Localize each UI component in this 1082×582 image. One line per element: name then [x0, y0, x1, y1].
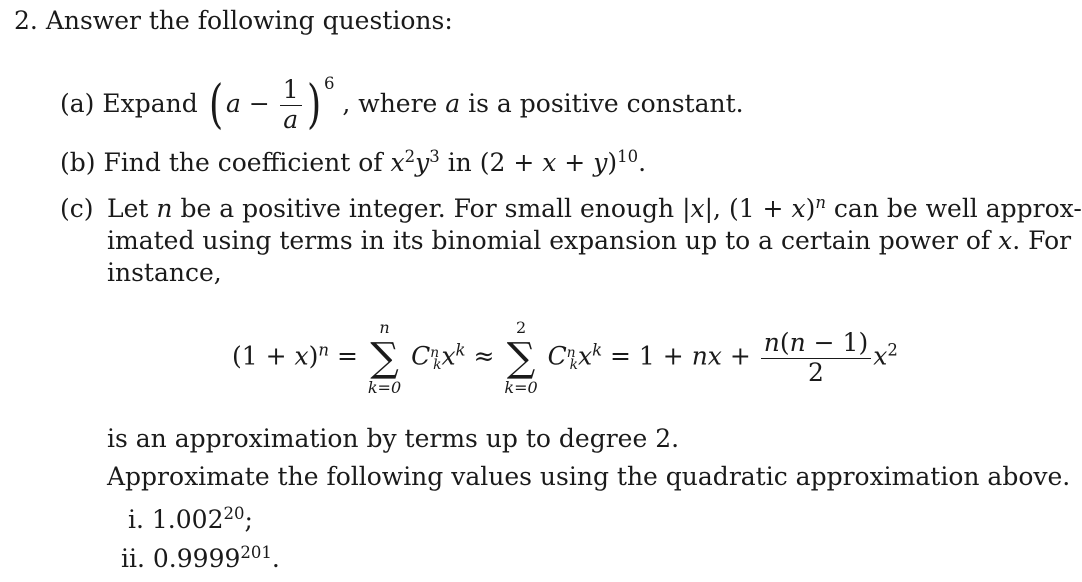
after-formula-text: is an approximation by terms up to degree 2. [107, 424, 680, 453]
part-c-label: (c) [60, 194, 94, 223]
part-b-label: (b) [60, 148, 96, 177]
instruction-text: Approximate the following values using the quadratic approximation above. [107, 462, 1071, 491]
question-title: Answer the following questions: [45, 6, 453, 35]
part-a-expand: Expand [102, 88, 198, 118]
approx-sign: ≈ [473, 341, 495, 371]
part-b-text: Find the coefficient of [103, 148, 383, 177]
question-header [14, 6, 453, 36]
part-a-tail: is a positive constant. [468, 88, 744, 118]
part-a-label: (a) [60, 88, 95, 118]
binomial-formula: $(1 + x)^n$ = n ∑ k=0 $C^n_kx^k$ ≈ 2 ∑ k=0 $C^n_kx^k = 1$ + nx + $\frac{n(n - 1)}{2}$ $x^2$ [232, 316, 898, 400]
question-number: 2. [14, 6, 38, 35]
part-a-exponent: 6 [323, 73, 335, 93]
coefficient-fraction: $\frac{n(n - 1)}{2}$ [761, 329, 871, 388]
part-b-exponent: 10 [617, 146, 639, 166]
item-i: i. 1.002$^{20}$; [128, 503, 253, 534]
part-b: (b) Find the coefficient of $x^2y^3$ in $(2 + x + y)^{10}$. [60, 146, 647, 177]
part-a-expression: ( a − $\frac{1}{a}$ ) $^6$ [208, 73, 335, 136]
part-c-line-2: imated using terms in its binomial expansion up to a certain power of x. For [107, 226, 1072, 255]
sum-full: n ∑ k=0 [367, 318, 402, 397]
part-b-in: in [447, 148, 472, 177]
part-a: (a) Expand ( a − $\frac{1}{a}$ ) $^6$ , where a is a positive constant. [60, 73, 744, 136]
part-c-line-1: Let n be a positive integer. For small enough |x|, $(1 + x)^n$ can be well approx- [107, 192, 1082, 223]
sum-truncated: 2 ∑ k=0 [504, 318, 538, 397]
item-ii: ii. 0.9999$^{201}$. [121, 542, 280, 573]
part-c-line-3: instance, [107, 258, 222, 287]
part-a-where: , where [342, 88, 438, 118]
